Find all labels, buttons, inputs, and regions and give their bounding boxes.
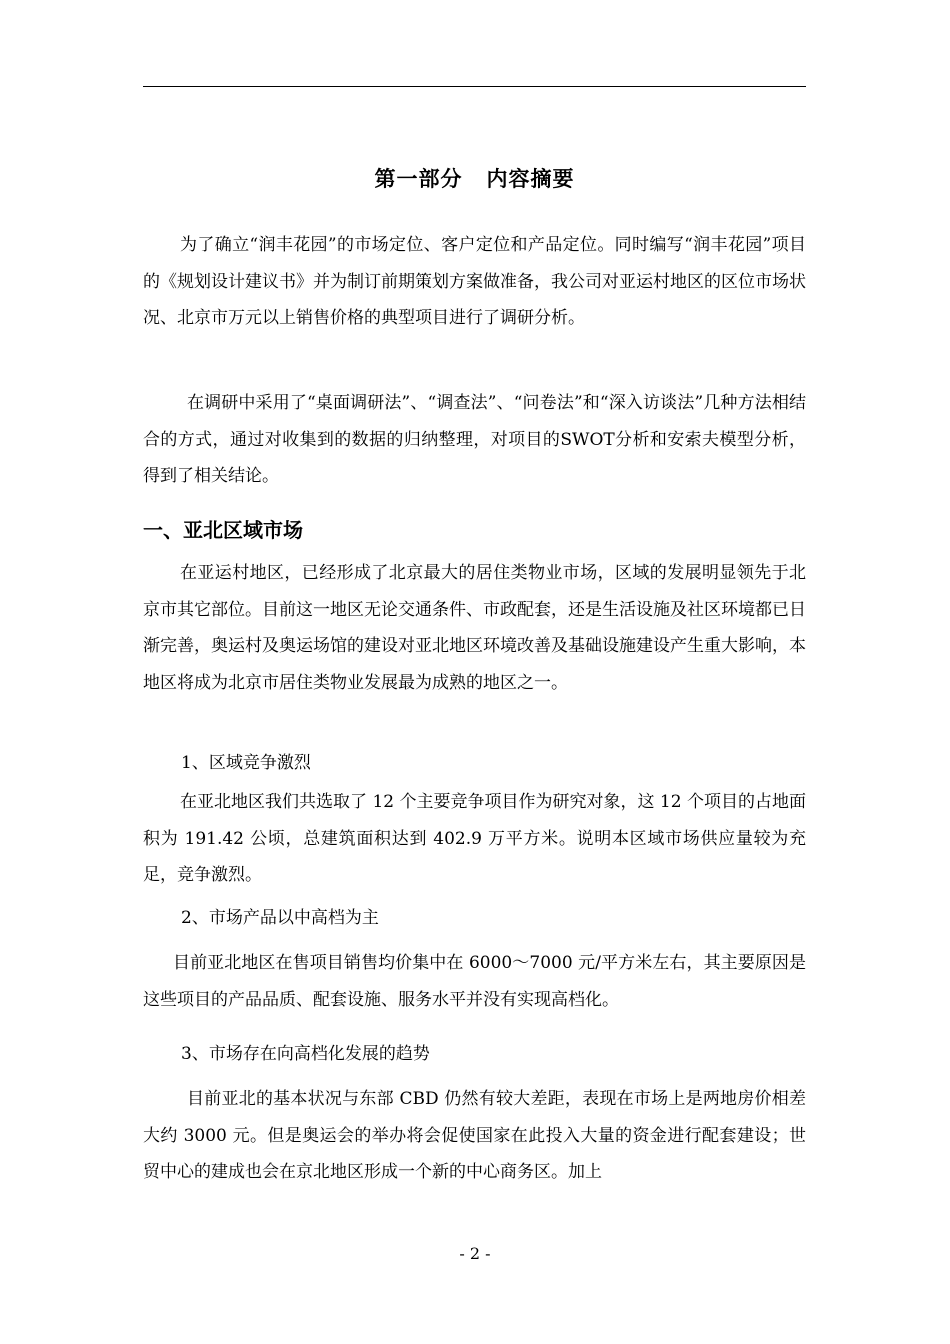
header-rule — [143, 86, 806, 87]
page-title — [143, 163, 806, 193]
item1-paragraph: 在亚北地区我们共选取了 12 个主要竞争项目作为研究对象，这 12 个项目的占地面积为 191.42 公顷，总建筑面积达到 402.9 万平方米。说明本区域市场供应量较为充足，竞争激烈。 — [143, 792, 806, 885]
title-part: 第一部分 — [374, 166, 463, 191]
item2-title: 2、市场产品以中高档为主 — [181, 908, 379, 928]
title-name: 内容摘要 — [486, 166, 575, 191]
item3-title: 3、市场存在向高档化发展的趋势 — [181, 1044, 430, 1064]
item3-paragraph: 目前亚北的基本状况与东部 CBD 仍然有较大差距，表现在市场上是两地房价相差大约 3000 元。但是奥运会的举办将会促使国家在此投入大量的资金进行配套建设；世贸中心的建成也会在京北地区形成一个新的中心商务区。加上 — [143, 1089, 806, 1182]
page-number: - 2 - — [459, 1244, 491, 1263]
item1-title: 1、区域竞争激烈 — [181, 753, 311, 773]
section-heading: 一、亚北区域市场 — [143, 518, 303, 542]
item2-paragraph: 目前亚北地区在售项目销售均价集中在 6000～7000 元/平方米左右，其主要原因是这些项目的产品品质、配套设施、服务水平并没有实现高档化。 — [143, 953, 806, 1010]
intro-paragraph-2: 在调研中采用了“桌面调研法”、“调查法”、“问卷法”和“深入访谈法”几种方法相结合的方式，通过对收集到的数据的归纳整理，对项目的SWOT分析和安索夫模型分析，得到了相关结论。 — [143, 393, 806, 486]
intro-paragraph-1: 为了确立“润丰花园”的市场定位、客户定位和产品定位。同时编写“润丰花园”项目的《规划设计建议书》并为制订前期策划方案做准备，我公司对亚运村地区的区位市场状况、北京市万元以上销售价格的典型项目进行了调研分析。 — [143, 235, 806, 328]
section-intro-paragraph: 在亚运村地区，已经形成了北京最大的居住类物业市场，区域的发展明显领先于北京市其它部位。目前这一地区无论交通条件、市政配套，还是生活设施及社区环境都已日渐完善，奥运村及奥运场馆的建设对亚北地区环境改善及基础设施建设产生重大影响，本地区将成为北京市居住类物业发展最为成熟的地区之一。 — [143, 563, 806, 693]
